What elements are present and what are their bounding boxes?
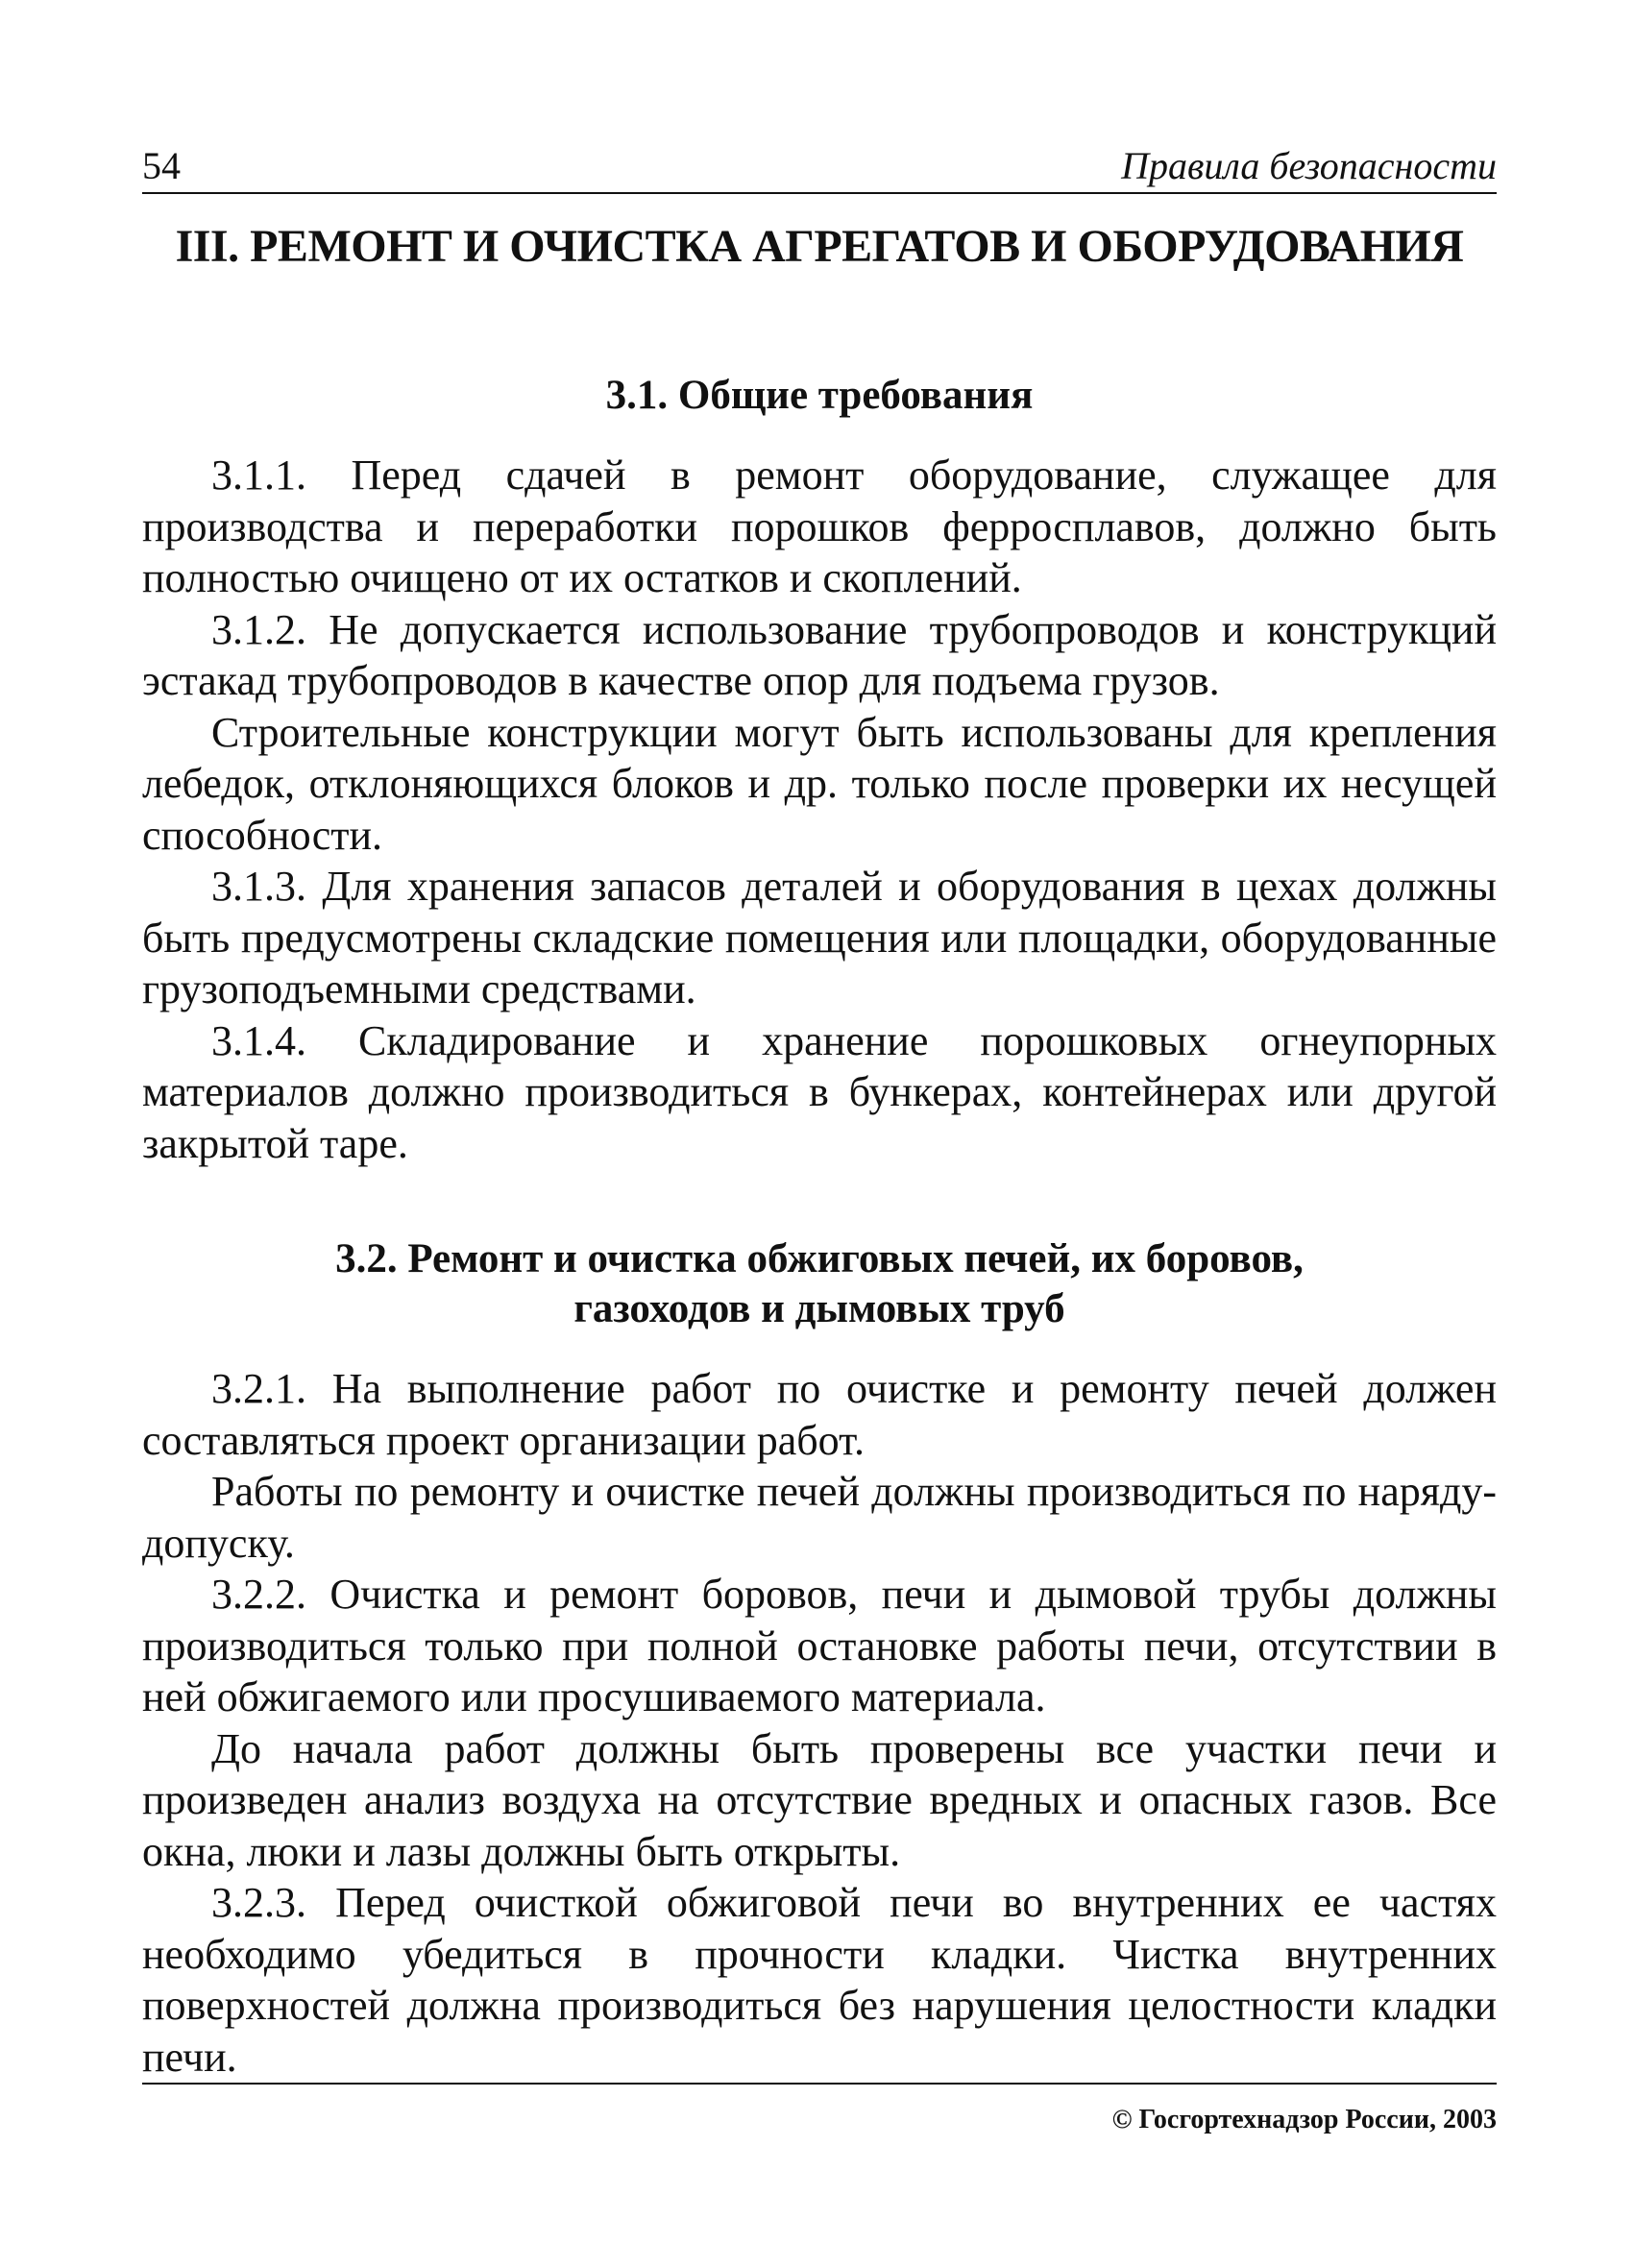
book-title: Правила безопасности: [1121, 144, 1497, 187]
paragraph-3-2-1: 3.2.1. На выполнение работ по очистке и ремонту печей должен составляться проект организации работ.: [142, 1365, 1497, 1464]
section-title-3-2-line2: газоходов и дымовых труб: [573, 1286, 1065, 1331]
copyright-note: © Госгортехнадзор России, 2003: [1111, 2105, 1497, 2134]
section-title-3-2-line1: 3.2. Ремонт и очистка обжиговых печей, их боровов,: [335, 1236, 1304, 1281]
paragraph-3-1-2: 3.1.2. Не допускается использование трубопроводов и конструкций эстакад трубопроводов в качестве опор для подъема грузов.: [142, 605, 1497, 704]
footer-divider: [142, 2083, 1497, 2085]
section-title-3-2: [142, 1234, 1497, 1334]
paragraph-3-1-1: 3.1.1. Перед сдачей в ремонт оборудование, служащее для производства и переработки порошков ферросплавов, должно быть полностью очищено от их остатков и скоплений.: [142, 451, 1497, 601]
paragraph-3-1-4: 3.1.4. Складирование и хранение порошковых огнеупорных материалов должно производиться в бункерах, контейнерах или другой закрытой таре.: [142, 1016, 1497, 1167]
paragraph-3-2-1-cont: Работы по ремонту и очистке печей должны производиться по наряду-допуску.: [142, 1468, 1497, 1567]
paragraph-3-1-3: 3.1.3. Для хранения запасов деталей и оборудования в цехах должны быть предусмотрены складские помещения или площадки, оборудованные грузоподъемными средствами.: [142, 863, 1497, 1012]
paragraph-3-2-3: 3.2.3. Перед очисткой обжиговой печи во внутренних ее частях необходимо убедиться в прочности кладки. Чистка внутренних поверхностей должна производиться без нарушения целостности кладки печи.: [142, 1879, 1497, 2081]
document-page: [142, 144, 1497, 2083]
page-number: 54: [142, 144, 181, 187]
paragraph-3-2-2-cont: До начала работ должны быть проверены все участки печи и произведен анализ воздуха на отсутствие вредных и опасных газов. Все окна, люки и лазы должны быть открыты.: [142, 1724, 1497, 1875]
chapter-title: III. РЕМОНТ И ОЧИСТКА АГРЕГАТОВ И ОБОРУДОВАНИЯ: [175, 221, 1464, 272]
paragraph-3-1-2-cont: Строительные конструкции могут быть использованы для крепления лебедок, отклоняющихся блоков и др. только после проверки их несущей способности.: [142, 708, 1497, 859]
running-header: [142, 144, 1497, 194]
section-title-3-1: 3.1. Общие требования: [605, 373, 1034, 418]
paragraph-3-2-2: 3.2.2. Очистка и ремонт боровов, печи и дымовой трубы должны производиться только при полной остановке работы печи, отсутствии в ней обжигаемого или просушиваемого материала.: [142, 1571, 1497, 1720]
